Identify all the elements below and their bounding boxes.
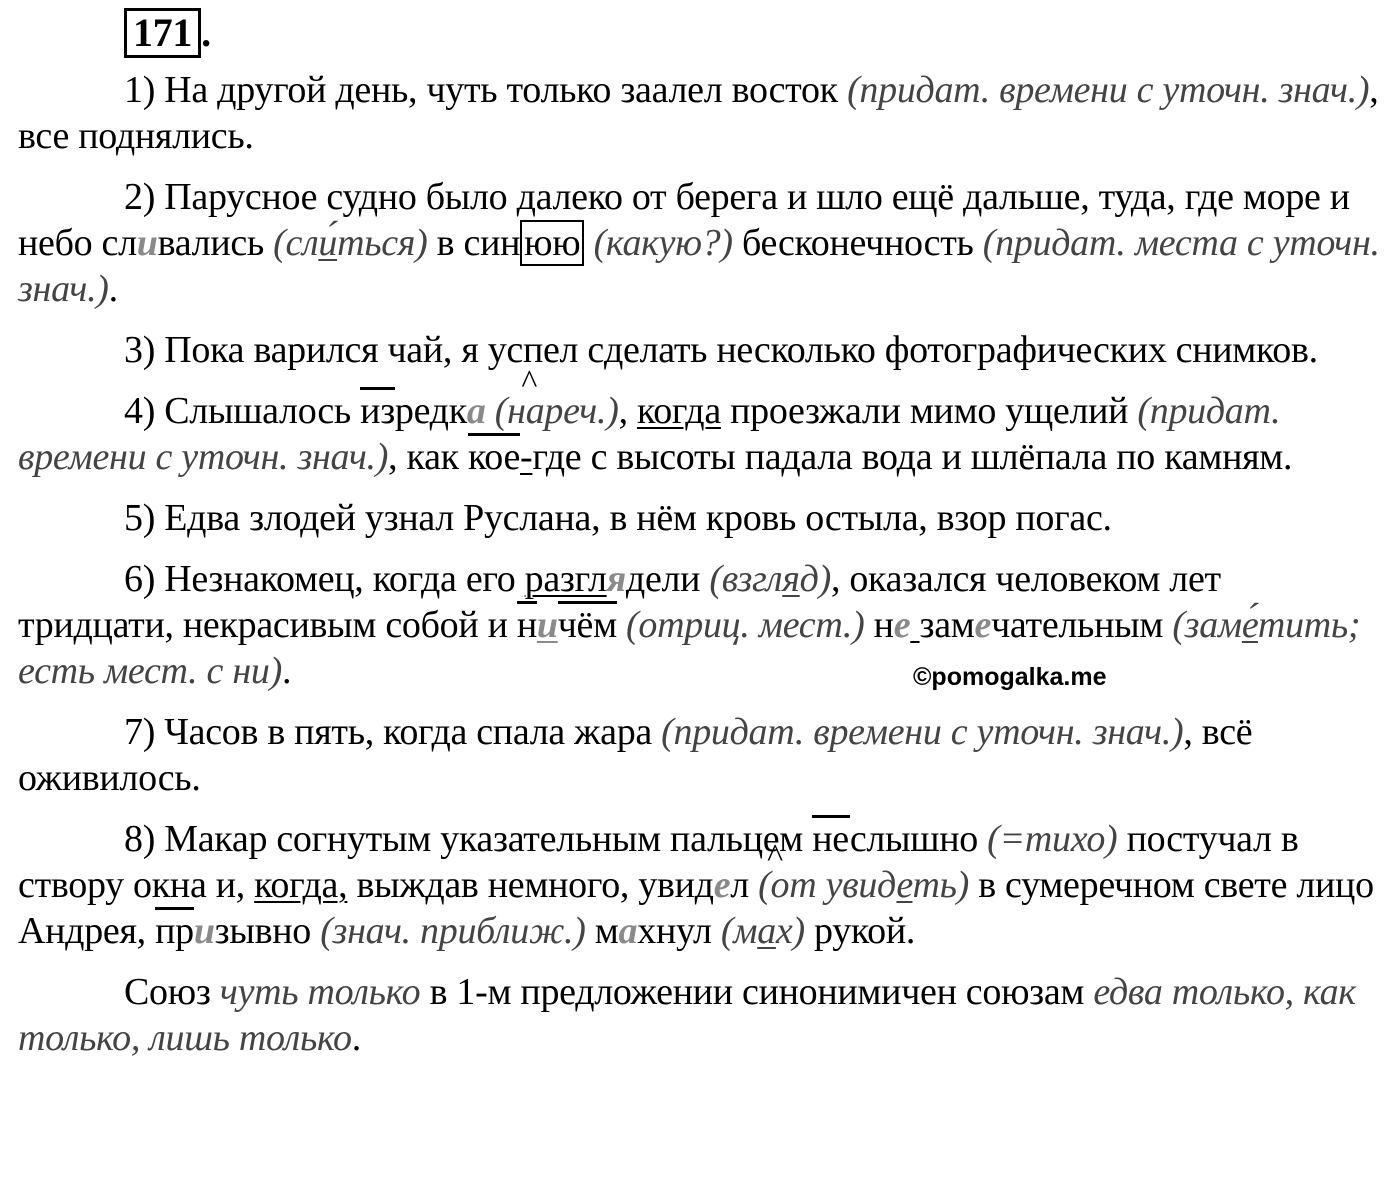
s6-annot-part-4: тить; есть мест. с ни) [18,604,1361,692]
s8-text-2: постучал в створу окна и, [18,818,1299,906]
s8-annot-part-3: (м [720,910,758,952]
s2-question: (какую?) [593,222,733,264]
s2-text-3: в син [427,222,521,264]
s1-text: 1) На другой день, чуть только заалел восток [124,69,848,111]
s8-annot-underlined-2: а [757,910,776,952]
s4-suffix-orthogram: ^ а [467,390,486,432]
s8-orthogram-3: а [618,910,638,952]
s6-prefix-mark: н [517,601,537,646]
s8-annotation-synonym: (=тихо) [987,818,1118,860]
s2-annot-part: (сл [273,222,319,264]
conclusion-text: Союз [124,971,220,1013]
s2-annotation: (придат. места с уточн. знач.) [18,222,1380,310]
s4-particle-mark: кое [468,433,520,478]
s6-annot-part-3: (зам [1172,604,1242,646]
s8-word-part-4: хнул [637,910,721,952]
conclusion-period: . [351,1017,361,1059]
s4-conjunction: когда [636,390,721,432]
s6-annot-part: (взгл [709,558,783,600]
sentence-3 [18,327,1380,373]
s4-word-part: редк [394,390,467,432]
s6-text: 6) Незнакомец, когда его [124,558,525,600]
sentence-4 [18,388,1380,480]
s7-annotation: (придат. времени с уточн. знач.) [661,711,1184,753]
s1-annotation: (придат. времени с уточн. знач.) [847,69,1370,111]
s8-text-4: в сумеречном свете лицо Андрея, [18,864,1374,952]
s5-text: 5) Едва злодей узнал Руслана, в нём кровь остыла, взор погас. [124,497,1112,539]
s4-hyphen-mark: - [520,436,533,478]
s6-word-part-3: зам [919,604,975,646]
s6-text-2: , оказался человеком лет тридцати, некрасивым собой и [18,558,1221,646]
s4-comma: , [618,390,637,432]
s6-period: . [281,650,292,692]
s6-word-part: дели [625,558,710,600]
s2-text: 2) Парусное судно было далеко от берега и шло ещё дальше, туда, где море и небо сл [18,176,1350,264]
conclusion-synonyms: едва только, как только, лишь только [18,971,1356,1059]
sentence-1 [18,67,1380,159]
s6-orthogram-3: е [893,604,911,646]
s6-root-mark: разгл [524,558,607,600]
s6-annot-underlined-2: е́ [1241,604,1258,646]
s4-text: 4) Слышалось [124,390,361,432]
s4-prefix-mark: из [360,387,395,432]
s2-ending-box: юю [520,220,584,266]
exercise-header [18,8,1380,58]
s7-text: 7) Часов в пять, когда спала жара [124,711,662,753]
s6-orthogram-4: е [974,604,992,646]
s4-annotation: (придат. времени с уточн. знач.) [18,390,1281,478]
s8-annot-part: (от увид [758,864,897,906]
s6-orthogram: я [606,558,626,600]
s8-prefix-mark-2: пр [155,907,194,952]
s2-text-2: вались [157,222,274,264]
s8-annotation-root [721,910,805,952]
s8-conjunction: когда, [254,864,348,906]
s2-text-4: бесконечность [732,222,983,264]
s2-period: . [108,268,118,310]
sentence-8 [18,816,1380,954]
s2-annot-underlined: и́ [318,222,338,264]
s8-prefix-mark: не [812,815,850,860]
s6-word-part-4: чательным [991,604,1173,646]
exercise-number-suffix: . [201,10,211,55]
s2-space [584,222,593,264]
s8-annotation-check [758,864,969,906]
sentence-7 [18,709,1380,801]
s8-orthogram: ^ е [714,864,731,906]
s8-word-start: м [585,910,619,952]
s2-orthogram: и [136,222,158,264]
s8-annotation-meaning: (знач. приближ.) [320,910,586,952]
watermark: ©pomogalka.me [910,663,1109,692]
s4-text-3: , как [388,436,469,478]
s6-particle: н [864,604,894,646]
sentence-2 [18,174,1380,312]
sentence-6 [18,556,1380,694]
s6-word-part-2: чём [558,601,617,646]
s8-text-3: выждав немного, увид [347,864,714,906]
s6-annot-part-2: д) [799,558,831,600]
exercise-number: 171 [124,8,201,58]
s4-annotation-adverb: (нареч.) [485,390,619,432]
s6-annotation-check [709,558,831,600]
s2-annot-part-2: ться) [337,222,428,264]
s8-word-part-2: л [730,864,759,906]
conclusion [18,969,1380,1061]
s8-word-part: слышно [849,818,988,860]
exercise-page [18,8,1380,1061]
s6-annotation-pronoun: (отриц. мест.) [616,604,865,646]
s6-orthogram-2: и [536,604,558,646]
sentence-5 [18,495,1380,541]
conclusion-text-2: в 1-м предложении синонимичен союзам [420,971,1094,1013]
s6-annot-underlined: я [782,558,800,600]
s6-gap-mark [910,604,919,646]
s8-text-end: рукой. [804,910,916,952]
s8-annot-part-4: х) [775,910,805,952]
s2-annotation-verb [273,222,427,264]
s8-word-part-3: зывно [214,910,321,952]
conclusion-conjunction: чуть только [219,971,421,1013]
s1-text-end: , все поднялись. [18,69,1379,157]
s7-text-end: , всё оживилось. [18,711,1253,799]
s8-annot-part-2: ть) [912,864,969,906]
s8-orthogram-2: и [193,910,215,952]
s3-text: 3) Пока варился чай, я успел сделать несколько фотографических снимков. [124,329,1318,371]
s4-text-2: проезжали мимо ущелий [720,390,1138,432]
s8-text: 8) Макар согнутым указательным пальцем [124,818,813,860]
s8-annot-underlined: е [896,864,913,906]
s4-text-4: где с высоты падала вода и шлёпала по камням. [532,436,1293,478]
